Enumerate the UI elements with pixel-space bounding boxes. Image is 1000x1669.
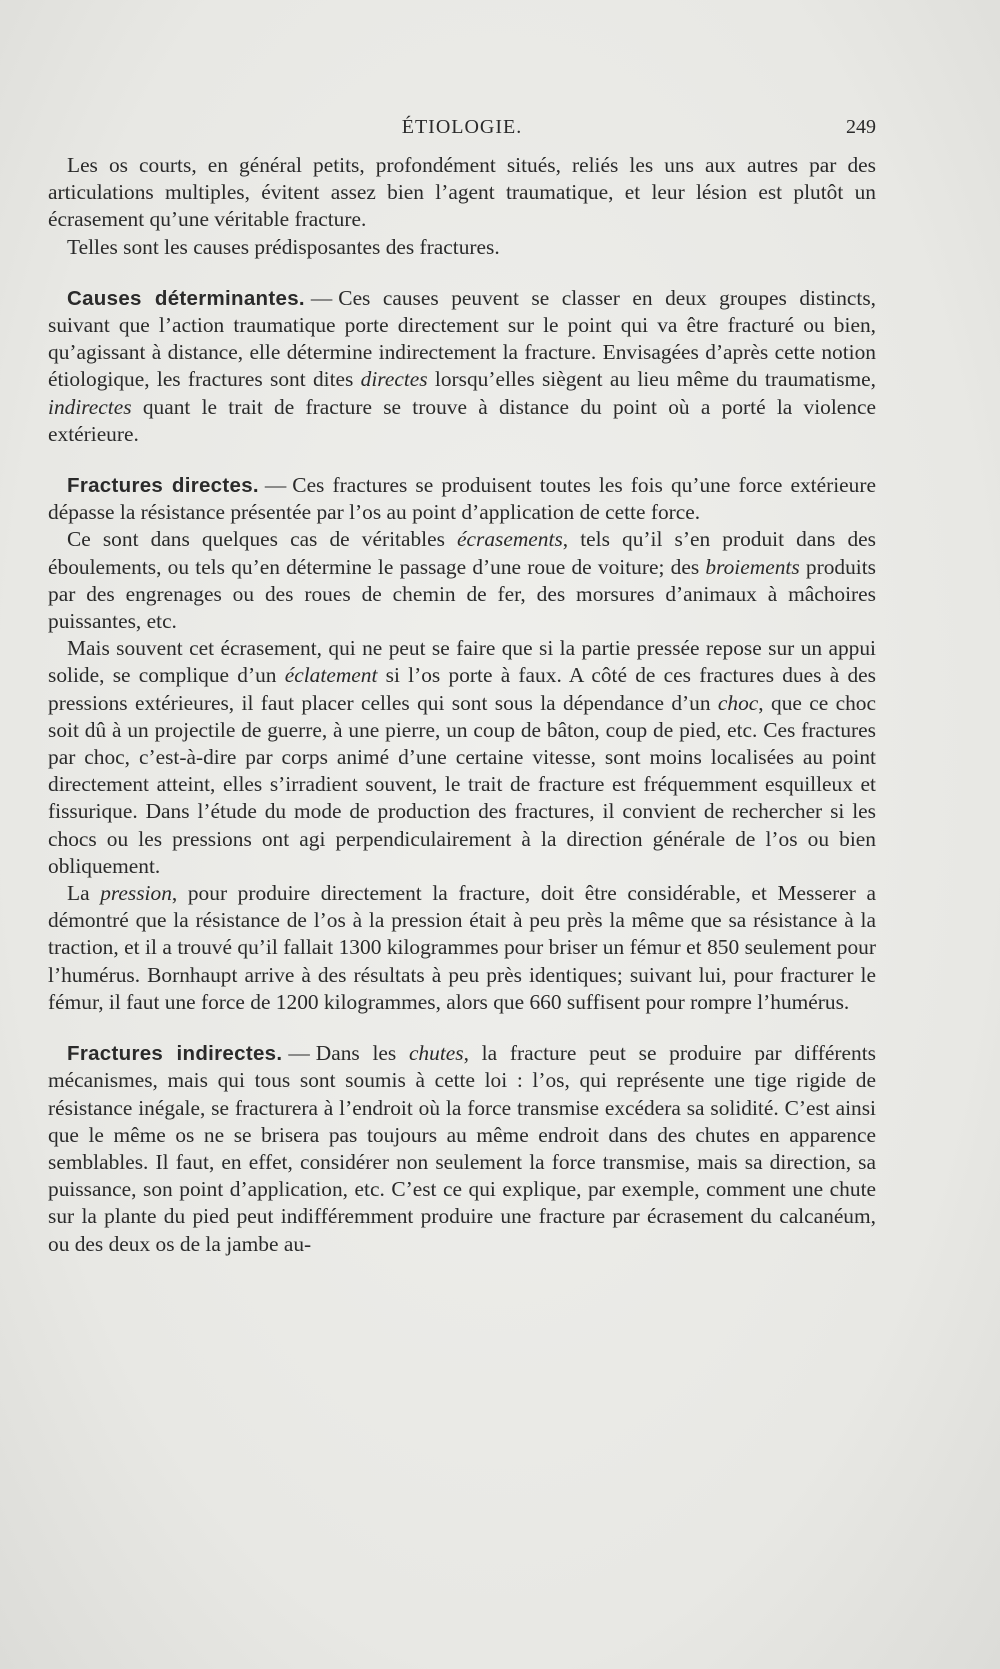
italic-term: broiements [705, 554, 800, 579]
section-heading-causes-determinantes: Causes déterminantes. [67, 286, 305, 310]
italic-term: éclatement [284, 663, 378, 688]
paragraph-os-courts: Les os courts, en général petits, profondément situés, reliés les uns aux autres par des articulations multiples, évitent assez bien l’agent traumatique, et leur lésion est plutôt un écrasement qu’une véritable fracture. [48, 153, 876, 232]
section-heading-fractures-directes: Fractures directes. [67, 474, 259, 498]
italic-term: indirectes [48, 394, 132, 419]
text-run: La [67, 881, 101, 906]
paragraph-eclatement [48, 635, 876, 880]
section-heading-fractures-indirectes: Fractures indirectes. [67, 1042, 283, 1066]
text-run: si l’os porte à faux. A côté de ces fractures dues à des pressions extérieures, il faut placer celles qui sont sous la dépendance d’un [48, 663, 877, 715]
text-run: Ces causes peuvent se classer en deux groupes distincts, suivant que l’action traumatique porte directement sur le point qui va être fracturé ou bien, qu’agissant à distance, elle détermine indirectement la fracture. Envisagées d’après cette notion étiologique, les fractures sont dites [48, 285, 877, 392]
running-head [48, 116, 876, 146]
italic-term: directes [360, 367, 428, 392]
paragraph-causes-predisposantes: Telles sont les causes prédisposantes des fractures. [67, 234, 500, 259]
italic-term: pression [100, 881, 172, 906]
page-number: 249 [846, 116, 876, 138]
body-text [48, 152, 876, 1258]
paragraph-fractures-indirectes [48, 1040, 876, 1258]
italic-term: écrasements [457, 527, 563, 552]
text-run: , que ce choc soit dû à un projectile de guerre, à une pierre, un coup de bâton, coup de pied, etc. Ces fractures par choc, c’est-à-dire par corps animé d’une certaine vitesse, sont moins localisées au point directement atteint, elles s’irradient souvent, le trait de fracture est fréquemment esquilleux et fissurique. Dans l’étude du mode de production des fractures, il convient de rechercher si les chocs ou les pressions ont agi perpendiculairement à la direction générale de l’os ou bien obliquement. [48, 690, 876, 878]
paragraph-ecrasements [48, 526, 876, 635]
chapter-title: ÉTIOLOGIE. [401, 116, 523, 138]
text-run: Mais souvent cet écrasement, qui ne peut se faire que si la partie pressée repose sur un appui solide, se complique d’un [48, 636, 876, 688]
text-run: , la fracture peut se produire par différents mécanismes, mais qui tous sont soumis à cette loi : l’os, qui représente une tige rigide de résistance inégale, se fracturera à l’endroit où la force transmise excédera sa solidité. C’est ainsi que le même os ne se brisera pas toujours au même endroit dans des chutes en apparence semblables. Il faut, en effet, considérer non seulement la force transmise, mais sa direction, sa puissance, son point d’application, etc. C’est ce qui explique, par exemple, comment une chute sur la plante du pied peut indifféremment produire une fracture par écrasement du calcanéum, ou des deux os de la jambe au- [48, 1041, 876, 1256]
paragraph-fractures-directes [48, 472, 876, 526]
text-run: lorsqu’elles siègent au lieu même du traumatisme, [427, 367, 876, 392]
italic-term: chutes [408, 1041, 464, 1066]
text-run: , tels qu’il s’en produit dans des éboulements, ou tels qu’en détermine le passage d’une roue de voiture; des [48, 527, 876, 579]
paragraph-pression [48, 880, 876, 1016]
em-dash: — [288, 1041, 310, 1066]
text-run: Dans les [315, 1041, 409, 1066]
text-run: Ce sont dans quelques cas de véritables [67, 527, 458, 552]
text-run: produits par des engrenages ou des roues de chemin de fer, des morsures d’animaux à mâchoires puissantes, etc. [48, 554, 876, 634]
text-run: quant le trait de fracture se trouve à distance du point où a porté la violence extérieure. [48, 394, 876, 446]
text-run: , pour produire directement la fracture, doit être considérable, et Messerer a démontré que la résistance de l’os à la pression était à peu près la même que sa résistance à la traction, et il a trouvé qu’il fallait 1300 kilogrammes pour briser un fémur et 850 seulement pour l’humérus. Bornhaupt arrive à des résultats à peu près identiques; suivant lui, pour fracturer le fémur, il faut une force de 1200 kilogrammes, alors que 660 suffisent pour rompre l’humérus. [48, 881, 876, 1014]
paragraph-causes-determinantes [48, 285, 876, 448]
italic-term: choc [717, 690, 759, 715]
em-dash: — [264, 473, 287, 498]
text-run: Ces fractures se produisent toutes les fois qu’une force extérieure dépasse la résistance présentée par l’os au point d’application de cette force. [48, 473, 876, 525]
em-dash: — [310, 285, 333, 310]
